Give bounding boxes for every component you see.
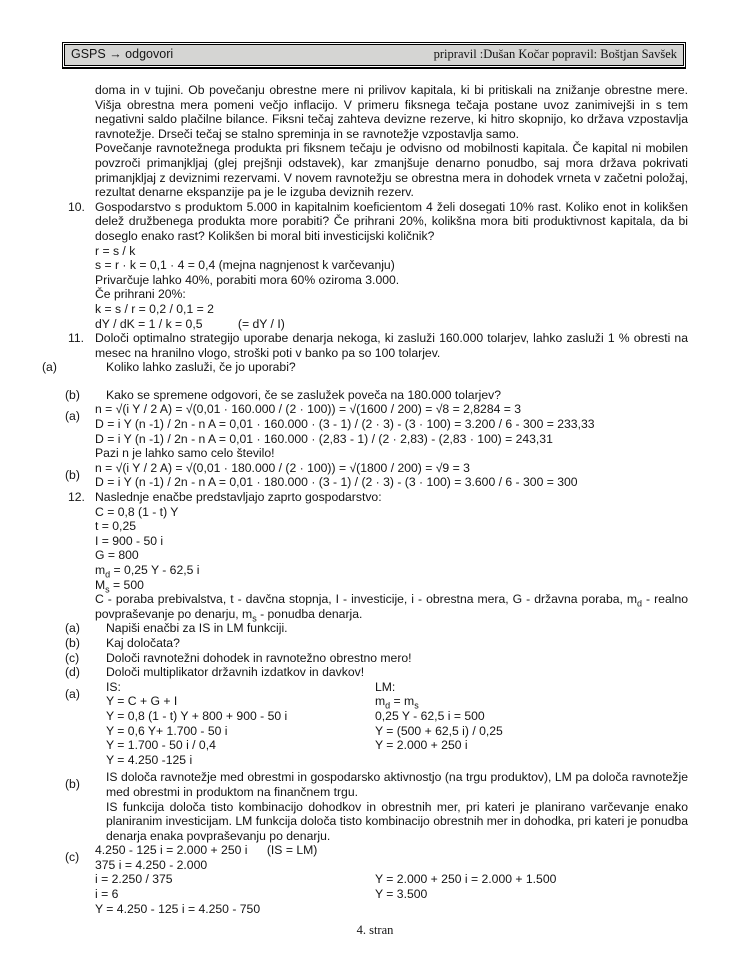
item-11-part-a-question — [0, 360, 750, 375]
item-11-question: Določi optimalno strategijo uporabe denarja nekoga, ki zasluži 160.000 tolarjev, lahko zasluži 1 % obresti na mesec na hranilno vlogo, stroški poti v banko pa so 100 tolarjev. — [95, 331, 688, 360]
intro-paragraph-2: Povečanje ravnotežnega produkta pri fiksnem tečaju je odvisno od mobilnosti kapitala. Če kapital ni mobilen povzroči primanjkljaj (glej prejšnji odstavek), kar zmanjšuje denarno ponudbo, saj mora država pokrivati primanjkljaj z deviznimi rezervami. V novem ravnotežju se obrestna mera in dohodek vrneta v začetni položaj, rezultat denarne ekspanzije pa je le izguba deviznih rezerv. — [95, 141, 688, 200]
subscript: s — [252, 613, 257, 624]
lm-line: 0,25 Y - 62,5 i = 500 — [375, 708, 485, 723]
item-12-number: 12. — [68, 490, 85, 505]
subscript: d — [385, 700, 391, 711]
part-c-text: Določi ravnotežni dohodek in ravnotežno obrestno mero! — [106, 650, 412, 665]
item-10 — [0, 200, 750, 331]
is-line: Y = 0,8 (1 - t) Y + 800 + 900 - 50 i — [106, 708, 288, 723]
formula-line: D = i Y (n -1) / 2n - n A = 0,01 · 160.000 · (2,83 - 1) / (2 · 2,83) - (2,83 · 100) = 243,31 — [95, 431, 553, 446]
note-line: Pazi n je lahko samo celo število! — [95, 446, 275, 461]
equation-rest: = 0,25 Y - 62,5 i — [110, 563, 200, 577]
part-d-text: Določi multiplikator državnih izdatkov in davkov! — [106, 665, 365, 680]
subscript: s — [414, 700, 419, 711]
item-12-part-d — [0, 665, 750, 680]
header-bar — [62, 42, 686, 69]
symbol: m — [95, 563, 106, 577]
item-12 — [0, 490, 750, 916]
is-line: Y = 1.700 - 50 i / 0,4 — [106, 738, 216, 753]
part-b-text: Kako se spremene odgovori, če se zaslužek poveča na 180.000 tolarjev? — [106, 387, 501, 402]
item-11-part-b-question — [0, 388, 750, 403]
formula-line — [95, 317, 750, 332]
author-credits: pripravil :Dušan Kočar popravil: Boštjan Savšek — [433, 47, 677, 61]
lm-line-md-ms — [375, 694, 503, 709]
item-12-intro: Naslednje enačbe predstavljajo zaprto gospodarstvo: — [95, 490, 382, 505]
legend-text: - ponudba denarja. — [256, 606, 363, 621]
y-line: Y = 2.000 + 250 i = 2.000 + 1.500 — [375, 872, 557, 887]
formula-part: dY / dK = 1 / k = 0,5 — [95, 316, 203, 331]
answer-b-paragraph-1: IS določa ravnotežje med obrestmi in gospodarsko aktivnostjo (na trgu produktov), LM pa določa ravnotežje med obrestmi in produktom na finančnem trgu. — [106, 770, 688, 799]
item-11-answer-b — [0, 461, 750, 490]
item-12-part-b — [0, 636, 750, 651]
page-number: 4. stran — [356, 923, 394, 938]
equation-line-ms — [95, 578, 750, 593]
intro-paragraph-1: doma in v tujini. Ob povečanju obrestne mere ni prilivov kapitala, ki bi pritiskali na znižanje obrestne mere. Višja obrestna mera pomeni večjo inflacijo. V primeru fiksnega tečaja postane uvoz zanimivejši in s tem negativni saldo plačilne bilance. Fiksni tečaj zahteva devizne rezerve, ki hitro skopnijo, ko država vzpostavlja ravnotežje. Drseči tečaj se stalno spreminja in se ravnotežje vzpostavlja samo. — [95, 83, 688, 141]
formula-part: (= dY / I) — [237, 316, 285, 331]
item-12-answer-c — [0, 843, 750, 916]
part-b-text: Kaj določata? — [106, 635, 180, 650]
formula-line: s = r · k = 0,1 · 4 = 0,4 (mejna nagnjenost k varčevanju) — [95, 258, 395, 273]
document-title: GSPS → odgovori — [71, 47, 174, 61]
part-label-d: (d) — [65, 665, 80, 680]
part-label-c: (c) — [65, 650, 80, 665]
subscript: d — [637, 598, 643, 609]
equation-line: G = 800 — [95, 548, 139, 563]
item-11-number: 11. — [68, 331, 85, 346]
y-line: Y = 3.500 — [375, 887, 428, 902]
i-line: i = 6 — [95, 887, 119, 902]
formula-line: Če prihrani 20%: — [95, 287, 186, 302]
page-content — [0, 83, 750, 938]
formula-line: Y = 4.250 - 125 i = 4.250 - 750 — [95, 901, 261, 916]
part-a-text: Koliko lahko zasluži, če jo uporabi? — [106, 360, 296, 375]
symbol: m — [375, 694, 386, 709]
part-label-b: (b) — [65, 635, 80, 650]
symbol: = m — [390, 694, 415, 709]
formula-line: D = i Y (n -1) / 2n - n A = 0,01 · 180.000 · (3 - 1) / (2 · 3) - (3 · 100) = 3.600 / 6 - 300 = 300 — [95, 475, 578, 490]
formula-line: D = i Y (n -1) / 2n - n A = 0,01 · 160.000 · (3 - 1) / (2 · 3) - (3 · 100) = 3.200 / 6 - 300 = 233,33 — [95, 417, 595, 432]
is-line: Y = 4.250 -125 i — [106, 752, 193, 767]
subscript: s — [105, 584, 110, 595]
legend-text: C - poraba prebivalstva, t - davčna stopnja, I - investicije, i - obrestna mera, G - državna poraba, m — [95, 592, 638, 607]
item-10-number: 10. — [68, 199, 85, 214]
is-line: Y = 0,6 Y+ 1.700 - 50 i — [106, 723, 228, 738]
item-12-answer-a — [0, 680, 750, 768]
part-label-a: (a) — [65, 621, 80, 636]
lm-line: Y = (500 + 62,5 i) / 0,25 — [375, 723, 503, 738]
formula-line: n = √(i Y / 2 A) = √(0,01 · 180.000 / (2 · 100)) = √(1800 / 200) = √9 = 3 — [95, 460, 470, 475]
equation-line-md — [95, 563, 750, 578]
equation-rest: = 500 — [109, 577, 144, 592]
symbol: M — [95, 577, 106, 592]
part-label-a: (a) — [42, 360, 57, 375]
header-bar-inner — [64, 44, 684, 66]
answer-label-b: (b) — [65, 467, 80, 482]
formula-line: r = s / k — [95, 243, 136, 258]
formula-line: k = s / r = 0,2 / 0,1 = 2 — [95, 301, 214, 316]
variables-legend — [95, 592, 688, 624]
item-11-answer-a — [0, 402, 750, 460]
item-11 — [0, 331, 750, 490]
equation-line: C = 0,8 (1 - t) Y — [95, 504, 179, 519]
lm-line: Y = 2.000 + 250 i — [375, 738, 468, 753]
formula-line: 375 i = 4.250 - 2.000 — [95, 857, 208, 872]
part-label-b: (b) — [65, 387, 80, 402]
formula-line: n = √(i Y / 2 A) = √(0,01 · 160.000 / (2 · 100)) = √(1600 / 200) = √8 = 2,8284 = 3 — [95, 402, 522, 417]
answer-b-paragraph-2: IS funkcija določa tisto kombinacijo dohodkov in obrestnih mer, pri kateri je planirano varčevanje enako planiranim investicijam. LM funkcija določa tisto kombinacijo obrestnih mer in dohodka, pri kateri je ponudba denarja enaka povpraševanju po denarju. — [106, 799, 688, 843]
lm-heading: LM: — [375, 679, 396, 694]
answer-label-a: (a) — [65, 686, 80, 701]
answer-label-b: (b) — [65, 777, 80, 792]
subscript: d — [105, 569, 111, 580]
answer-label-a: (a) — [65, 409, 80, 424]
equation-line: I = 900 - 50 i — [95, 533, 164, 548]
equation-line: t = 0,25 — [95, 519, 136, 534]
y-column — [375, 872, 556, 901]
is-line: Y = C + G + I — [106, 694, 178, 709]
item-10-question: Gospodarstvo s produktom 5.000 in kapitalnim koeficientom 4 želi dosegati 10% rast. Koliko enot in kolikšen delež družbenega produkta more porabiti? Če prihrani 20%, kolikšna mora biti produktivnost kapitala, da bi doseglo enako rast? Kolikšen bi moral biti investicijski količnik? — [95, 199, 688, 243]
i-line: i = 2.250 / 375 — [95, 872, 173, 887]
lm-column — [375, 680, 503, 753]
legend-text: - realno povpraševanje po denarju, m — [95, 592, 688, 621]
formula-part: 4.250 - 125 i = 2.000 + 250 i — [95, 843, 248, 858]
answer-c-columns — [0, 872, 750, 901]
formula-line — [95, 843, 750, 858]
formula-part: (IS = LM) — [266, 843, 318, 858]
answer-label-c: (c) — [65, 850, 80, 865]
item-12-part-c — [0, 651, 750, 666]
formula-line: Privarčuje lahko 40%, porabiti mora 60% oziroma 3.000. — [95, 272, 400, 287]
item-12-answer-b — [0, 770, 750, 843]
is-heading: IS: — [106, 679, 121, 694]
part-a-text: Napiši enačbi za IS in LM funkciji. — [106, 621, 288, 636]
item-12-part-a — [0, 621, 750, 636]
